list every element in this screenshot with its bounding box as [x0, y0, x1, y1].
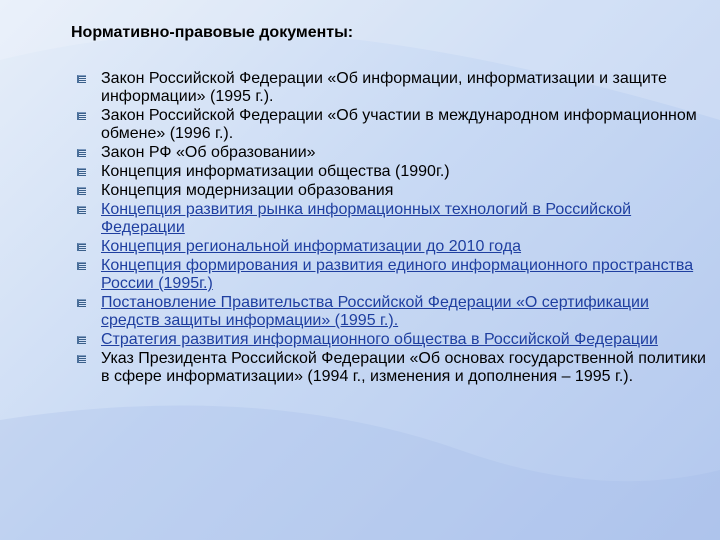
list-item	[77, 182, 707, 200]
document-link[interactable]: Концепция развития рынка информационных технологий в Российской Федерации	[101, 201, 632, 236]
document-item-text: Закон РФ «Об образовании»	[101, 144, 316, 161]
document-item-text: Концепция информатизации общества (1990г.)	[101, 163, 450, 180]
list-item	[77, 294, 707, 330]
list-item	[77, 257, 707, 293]
document-link[interactable]: Концепция формирования и развития единого информационного пространства России (1995г.)	[101, 257, 694, 292]
list-item	[77, 70, 707, 106]
bullet-icon	[77, 112, 85, 120]
list-item	[77, 163, 707, 181]
document-list	[77, 70, 707, 387]
list-item	[77, 107, 707, 143]
document-item-text: Закон Российской Федерации «Об информации, информатизации и защите информации» (1995 г.).	[101, 70, 667, 105]
document-link[interactable]: Постановление Правительства Российской Федерации «О сертификации средств защиты информации» (1995 г.).	[101, 294, 649, 329]
bullet-icon	[77, 75, 85, 83]
bullet-icon	[77, 336, 85, 344]
page-title: Нормативно-правовые документы:	[71, 24, 354, 41]
bullet-icon	[77, 262, 85, 270]
bullet-icon	[77, 149, 85, 157]
bullet-icon	[77, 355, 85, 363]
document-link[interactable]: Концепция региональной информатизации до 2010 года	[101, 238, 522, 255]
bullet-icon	[77, 187, 85, 195]
list-item	[77, 238, 707, 256]
list-item	[77, 331, 707, 349]
bullet-icon	[77, 243, 85, 251]
bullet-icon	[77, 299, 85, 307]
bullet-icon	[77, 206, 85, 214]
document-item-text: Концепция модернизации образования	[101, 182, 394, 199]
list-item	[77, 144, 707, 162]
list-item	[77, 350, 707, 386]
bullet-icon	[77, 168, 85, 176]
document-link[interactable]: Стратегия развития информационного общества в Российской Федерации	[101, 331, 658, 348]
list-item	[77, 201, 707, 237]
document-item-text: Указ Президента Российской Федерации «Об основах государственной политики в сфере информатизации» (1994 г., изменения и дополнения – 1995 г.).	[101, 350, 706, 385]
document-item-text: Закон Российской Федерации «Об участии в международном информационном обмене» (1996 г.).	[101, 107, 697, 142]
